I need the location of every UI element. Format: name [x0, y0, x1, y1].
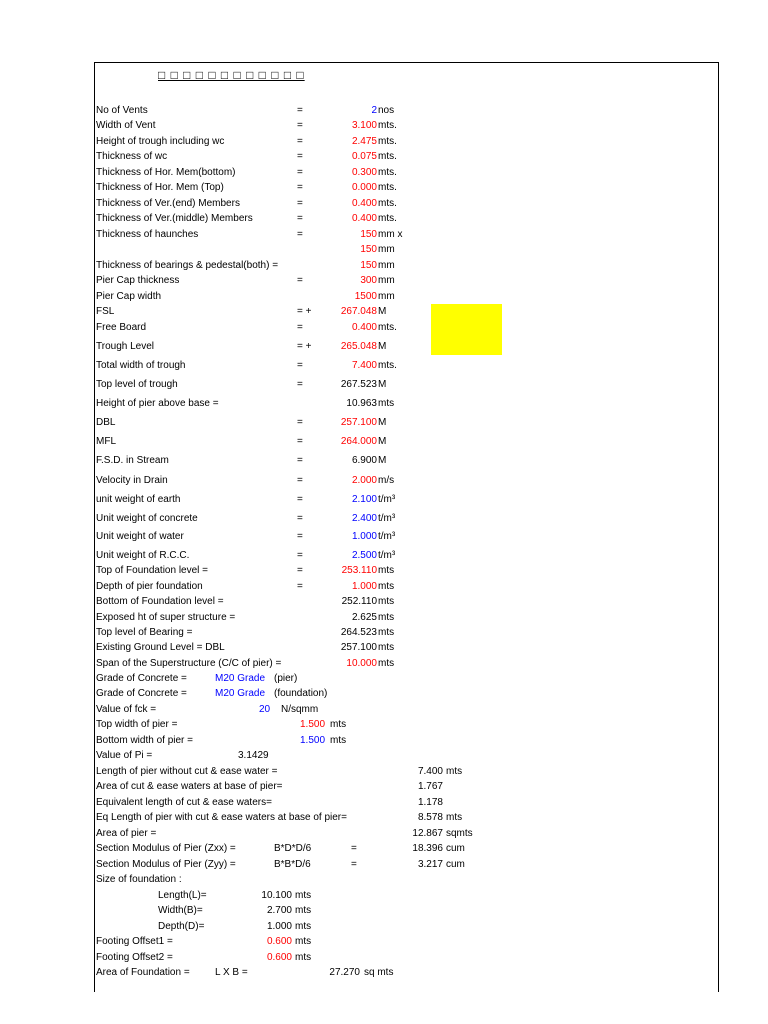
parameter-row [95, 135, 715, 149]
bottom-width-unit: mts [330, 735, 347, 746]
area-formula: L X B = [215, 967, 248, 978]
parameter-value: 257.100 [340, 417, 377, 428]
parameter-value: 0.000 [351, 182, 377, 193]
parameter-unit: mm [378, 244, 395, 255]
parameter-value: 1500 [354, 291, 377, 302]
equals-sign: = [297, 105, 303, 116]
parameter-unit: mts [378, 398, 395, 409]
top-width-row [95, 718, 715, 732]
parameter-value: 264.000 [340, 436, 377, 447]
parameter-unit: mts. [378, 213, 397, 224]
parameter-label: Thickness of wc [96, 151, 168, 162]
parameter-value: 264.523 [340, 627, 377, 638]
parameter-row [95, 530, 715, 544]
foundation-heading: Size of foundation : [96, 874, 182, 885]
calc-value: 1.178 [417, 797, 443, 808]
parameter-value: 10.000 [346, 658, 377, 669]
parameter-row [95, 228, 715, 242]
parameter-unit: mts [378, 627, 395, 638]
parameter-label: Trough Level [96, 341, 154, 352]
parameter-row [95, 512, 715, 526]
grade-value: M20 Grade [215, 673, 266, 684]
parameter-row [95, 104, 715, 118]
parameter-value: 6.900 [351, 455, 377, 466]
parameter-row [95, 397, 715, 411]
modulus-unit: cum [446, 843, 465, 854]
modulus-eq: = [351, 859, 357, 870]
modulus-row [95, 858, 715, 872]
calc-row [95, 780, 715, 794]
equals-sign: = [297, 136, 303, 147]
parameter-row [95, 611, 715, 625]
top-width-unit: mts [330, 719, 347, 730]
parameter-label: Total width of trough [96, 360, 186, 371]
equals-sign: = [297, 182, 303, 193]
parameter-label: Thickness of Ver.(middle) Members [96, 213, 253, 224]
parameter-row [95, 212, 715, 226]
dim-unit: mts [295, 890, 312, 901]
parameter-value: 252.110 [341, 596, 377, 607]
parameter-value: 265.048 [340, 341, 377, 352]
parameter-label: Width of Vent [96, 120, 156, 131]
parameter-unit: mm [378, 260, 395, 271]
parameter-row [95, 259, 715, 273]
parameter-label: Free Board [96, 322, 147, 333]
parameter-unit: t/m³ [378, 550, 396, 561]
calc-label: Area of pier = [96, 828, 157, 839]
parameter-unit: mts [378, 565, 395, 576]
parameter-label: Bottom of Foundation level = [96, 596, 224, 607]
dim-label: Depth(D)= [158, 921, 205, 932]
equals-sign: = [297, 120, 303, 131]
equals-sign: = [297, 494, 303, 505]
parameter-label: Top level of trough [96, 379, 178, 390]
foundation-dim-row [95, 889, 715, 903]
calc-value: 7.400 [417, 766, 443, 777]
offset-value: 0.600 [266, 936, 292, 947]
calc-value: 12.867 [412, 828, 443, 839]
parameter-label: FSL [96, 306, 115, 317]
area-value: 27.270 [329, 967, 360, 978]
parameter-row [95, 378, 715, 392]
parameter-value: 7.400 [351, 360, 377, 371]
parameter-label: Height of trough including wc [96, 136, 225, 147]
calc-row [95, 811, 715, 825]
equals-sign: = [297, 417, 303, 428]
parameter-label: Unit weight of water [96, 531, 184, 542]
parameter-value: 0.400 [351, 213, 377, 224]
parameter-row [95, 549, 715, 563]
parameter-unit: mts [378, 581, 395, 592]
parameter-label: Depth of pier foundation [96, 581, 203, 592]
pi-label: Value of Pi = [96, 750, 153, 761]
dim-unit: mts [295, 905, 312, 916]
calc-label: Equivalent length of cut & ease waters= [96, 797, 272, 808]
modulus-formula: B*B*D/6 [274, 859, 311, 870]
parameter-row [95, 321, 715, 335]
parameter-unit: M [378, 417, 387, 428]
parameter-unit: mts. [378, 182, 397, 193]
dim-value: 10.100 [261, 890, 292, 901]
parameter-value: 300 [360, 275, 377, 286]
parameter-value: 257.100 [340, 642, 377, 653]
parameter-label: No of Vents [96, 105, 148, 116]
modulus-unit: cum [446, 859, 465, 870]
equals-sign: = [297, 565, 303, 576]
parameter-value: 150 [360, 244, 377, 255]
parameter-row [95, 454, 715, 468]
parameter-value: 150 [360, 229, 377, 240]
grade-label: Grade of Concrete = [96, 673, 187, 684]
parameter-label: Unit weight of R.C.C. [96, 550, 190, 561]
parameter-unit: M [378, 436, 387, 447]
parameter-unit: mts. [378, 322, 397, 333]
parameter-label: MFL [96, 436, 116, 447]
parameter-value: 2.000 [351, 475, 377, 486]
parameter-unit: mts. [378, 360, 397, 371]
parameter-value: 2.500 [351, 550, 377, 561]
parameter-value: 267.523 [340, 379, 377, 390]
modulus-eq: = [351, 843, 357, 854]
foundation-dim-row [95, 920, 715, 934]
modulus-value: 3.217 [417, 859, 443, 870]
parameter-row [95, 166, 715, 180]
bottom-width-value: 1.500 [300, 735, 326, 746]
parameter-label: Thickness of Ver.(end) Members [96, 198, 240, 209]
parameter-unit: mts. [378, 120, 397, 131]
equals-sign: = [297, 322, 303, 333]
parameter-value: 2.625 [351, 612, 377, 623]
modulus-label: Section Modulus of Pier (Zxx) = [96, 843, 236, 854]
parameter-row [95, 119, 715, 133]
grade-value: M20 Grade [215, 688, 266, 699]
parameter-row [95, 290, 715, 304]
parameter-value: 0.400 [351, 322, 377, 333]
parameter-unit: M [378, 455, 387, 466]
modulus-formula: B*D*D/6 [274, 843, 312, 854]
equals-sign: = [297, 213, 303, 224]
dim-value: 2.700 [266, 905, 292, 916]
equals-sign: = [297, 475, 303, 486]
parameter-label: Thickness of Hor. Mem (Top) [96, 182, 224, 193]
parameter-row [95, 416, 715, 430]
parameter-unit: mm [378, 275, 395, 286]
equals-sign: = + [297, 306, 312, 317]
parameter-value: 3.100 [351, 120, 377, 131]
offset-unit: mts [295, 952, 312, 963]
offset-label: Footing Offset2 = [96, 952, 173, 963]
equals-sign: = [297, 379, 303, 390]
parameter-row [95, 243, 715, 257]
parameter-unit: mts [378, 642, 395, 653]
parameter-value: 2.400 [351, 513, 377, 524]
foundation-dim-row [95, 904, 715, 918]
parameter-value: 1.000 [351, 581, 377, 592]
area-label: Area of Foundation = [96, 967, 190, 978]
sheet-title: □ □ □ □ □ □ □ □ □ □ □ □ [158, 68, 305, 82]
offset-unit: mts [295, 936, 312, 947]
parameter-unit: mts. [378, 136, 397, 147]
parameter-row [95, 564, 715, 578]
parameter-row [95, 150, 715, 164]
parameter-unit: t/m³ [378, 494, 396, 505]
grade-label: Grade of Concrete = [96, 688, 187, 699]
equals-sign: = [297, 275, 303, 286]
parameter-label: Pier Cap thickness [96, 275, 180, 286]
calc-value: 8.578 [417, 812, 443, 823]
parameter-value: 253.110 [341, 565, 377, 576]
parameter-row [95, 474, 715, 488]
parameter-unit: m/s [378, 475, 395, 486]
parameter-label: DBL [96, 417, 116, 428]
calc-label: Eq Length of pier with cut & ease waters at base of pier= [96, 812, 347, 823]
equals-sign: = [297, 198, 303, 209]
parameter-row [95, 274, 715, 288]
parameter-row [95, 197, 715, 211]
top-width-value: 1.500 [300, 719, 326, 730]
parameter-value: 2 [371, 105, 377, 116]
dim-label: Length(L)= [158, 890, 207, 901]
equals-sign: = [297, 550, 303, 561]
parameter-label: Velocity in Drain [96, 475, 168, 486]
parameter-value: 2.475 [351, 136, 377, 147]
parameter-unit: mts. [378, 167, 397, 178]
parameter-label: Top of Foundation level = [96, 565, 209, 576]
parameter-unit: t/m³ [378, 513, 396, 524]
fck-value: 20 [259, 704, 271, 715]
parameter-value: 0.400 [351, 198, 377, 209]
equals-sign: = [297, 360, 303, 371]
equals-sign: = [297, 531, 303, 542]
parameter-unit: mts. [378, 151, 397, 162]
calc-row [95, 827, 715, 841]
parameter-value: 0.300 [351, 167, 377, 178]
calc-label: Area of cut & ease waters at base of pier= [96, 781, 283, 792]
equals-sign: = [297, 229, 303, 240]
parameter-row [95, 657, 715, 671]
parameter-row [95, 181, 715, 195]
modulus-value: 18.396 [412, 843, 443, 854]
parameter-row [95, 595, 715, 609]
calc-unit: sqmts [446, 828, 473, 839]
bottom-width-label: Bottom width of pier = [96, 735, 193, 746]
parameter-label: Pier Cap width [96, 291, 162, 302]
equals-sign: = [297, 513, 303, 524]
parameter-unit: mts [378, 612, 395, 623]
parameter-row [95, 626, 715, 640]
offset-value: 0.600 [266, 952, 292, 963]
footing-offset-row [95, 935, 715, 949]
calc-unit: mts [446, 766, 463, 777]
area-unit: sq mts [364, 967, 394, 978]
parameter-unit: mts. [378, 198, 397, 209]
parameter-unit: mm [378, 291, 395, 302]
equals-sign: = + [297, 341, 312, 352]
parameter-unit: M [378, 341, 387, 352]
calc-row [95, 796, 715, 810]
parameter-row [95, 305, 715, 319]
grade-note: (pier) [274, 673, 298, 684]
parameter-row [95, 359, 715, 373]
parameter-unit: nos [378, 105, 395, 116]
footing-offset-row [95, 951, 715, 965]
grade-note: (foundation) [274, 688, 328, 699]
calc-label: Length of pier without cut & ease water = [96, 766, 278, 777]
parameter-label: unit weight of earth [96, 494, 181, 505]
foundation-area-row [95, 966, 715, 980]
parameter-unit: mts [378, 658, 395, 669]
equals-sign: = [297, 581, 303, 592]
equals-sign: = [297, 167, 303, 178]
modulus-label: Section Modulus of Pier (Zyy) = [96, 859, 236, 870]
parameter-value: 150 [360, 260, 377, 271]
grade-row [95, 687, 715, 701]
parameter-unit: mts [378, 596, 395, 607]
parameter-row [95, 641, 715, 655]
bottom-width-row [95, 734, 715, 748]
parameter-row [95, 340, 715, 354]
parameter-label: Top level of Bearing = [96, 627, 193, 638]
foundation-heading-row [95, 873, 715, 887]
offset-label: Footing Offset1 = [96, 936, 173, 947]
dim-value: 1.000 [266, 921, 292, 932]
parameter-value: 10.963 [346, 398, 377, 409]
top-width-label: Top width of pier = [96, 719, 178, 730]
parameter-unit: M [378, 306, 387, 317]
parameter-value: 1.000 [351, 531, 377, 542]
fck-label: Value of fck = [96, 704, 157, 715]
parameter-label: Existing Ground Level = DBL [96, 642, 225, 653]
equals-sign: = [297, 455, 303, 466]
fck-unit: N/sqmm [281, 704, 319, 715]
calc-unit: mts [446, 812, 463, 823]
equals-sign: = [297, 436, 303, 447]
parameter-label: Thickness of Hor. Mem(bottom) [96, 167, 236, 178]
parameter-row [95, 580, 715, 594]
parameter-label: Span of the Superstructure (C/C of pier) = [96, 658, 282, 669]
pi-row [95, 749, 715, 763]
parameter-label: Thickness of bearings & pedestal(both) = [96, 260, 279, 271]
calc-value: 1.767 [417, 781, 443, 792]
parameter-label: Thickness of haunches [96, 229, 199, 240]
parameter-unit: mm x [378, 229, 403, 240]
parameter-row [95, 493, 715, 507]
dim-unit: mts [295, 921, 312, 932]
parameter-label: Exposed ht of super structure = [96, 612, 236, 623]
dim-label: Width(B)= [158, 905, 203, 916]
parameter-value: 0.075 [351, 151, 377, 162]
parameter-value: 267.048 [340, 306, 377, 317]
calc-row [95, 765, 715, 779]
fck-row [95, 703, 715, 717]
parameter-row [95, 435, 715, 449]
pi-value: 3.1429 [238, 750, 269, 761]
equals-sign: = [297, 151, 303, 162]
parameter-label: F.S.D. in Stream [96, 455, 169, 466]
parameter-unit: t/m³ [378, 531, 396, 542]
parameter-unit: M [378, 379, 387, 390]
modulus-row [95, 842, 715, 856]
parameter-label: Unit weight of concrete [96, 513, 198, 524]
grade-row [95, 672, 715, 686]
parameter-value: 2.100 [351, 494, 377, 505]
parameter-label: Height of pier above base = [96, 398, 219, 409]
